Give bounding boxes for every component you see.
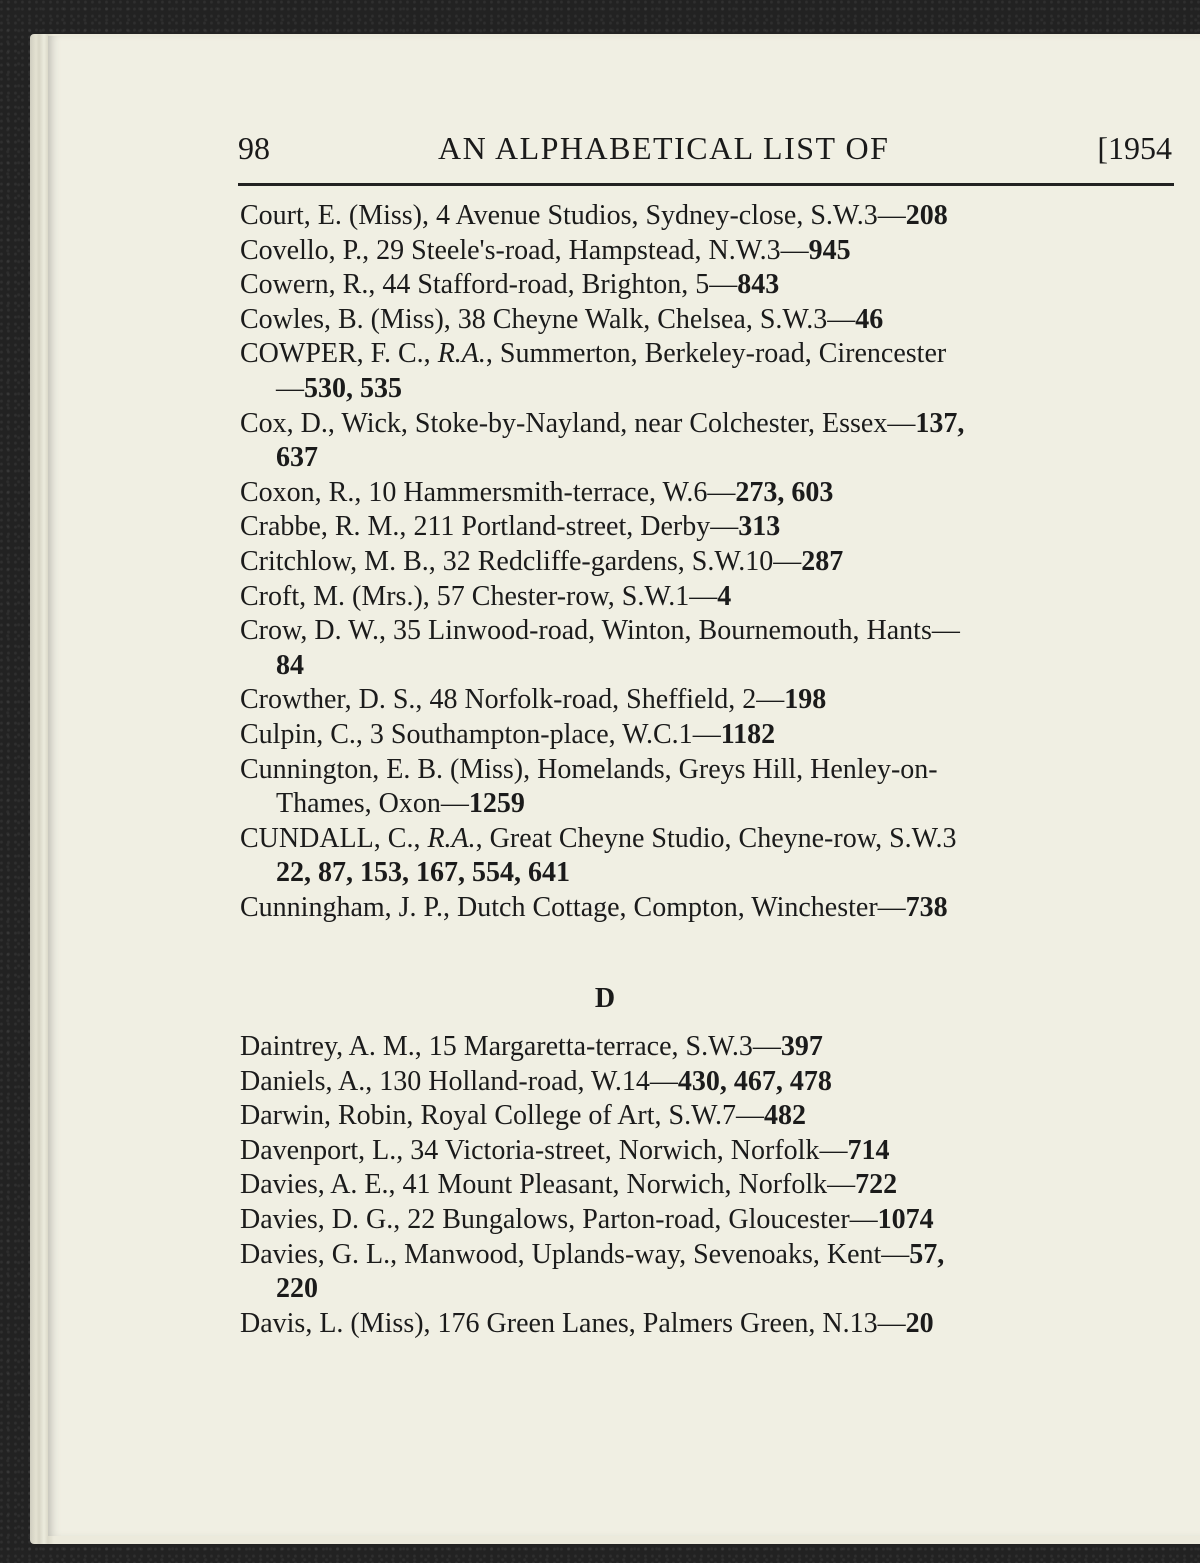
running-title: AN ALPHABETICAL LIST OF <box>438 130 890 166</box>
list-entry: Cowern, R., 44 Stafford-road, Brighton, 5—843 <box>240 269 780 301</box>
entry-address: 41 Mount Pleasant, Norwich, Norfolk <box>402 1169 828 1201</box>
entry-address: 44 Stafford-road, Brighton, 5 <box>382 269 710 301</box>
entry-refs: 397 <box>780 1031 823 1062</box>
list-entry: Davis, L. (Miss), 176 Green Lanes, Palmers Green, N.13—20 <box>240 1307 934 1339</box>
entry-address: Royal College of Art, S.W.7 <box>420 1100 736 1132</box>
entry-name: Davies, A. E., <box>240 1169 396 1201</box>
entry-address: 57 Chester-row, S.W.1 <box>436 580 690 612</box>
entry-name: Cowern, R., <box>240 269 376 301</box>
entry-refs: 945 <box>808 234 851 266</box>
entry-refs: 198 <box>784 684 827 716</box>
entry-honor: R.A. <box>437 338 486 370</box>
entry-refs: 57, <box>909 1238 945 1270</box>
entry-address: Manwood, Uplands-way, Sevenoaks, Kent <box>404 1238 882 1270</box>
entry-address: 38 Cheyne Walk, Chelsea, S.W.3 <box>457 303 828 335</box>
entry-refs: 313 <box>738 511 781 543</box>
entry-address: 48 Norfolk-road, Sheffield, 2 <box>429 684 757 716</box>
entry-refs: 482 <box>763 1100 806 1132</box>
list-entry: Davenport, L., 34 Victoria-street, Norwich, Norfolk—714 <box>240 1134 890 1166</box>
list-entry: Coxon, R., 10 Hammersmith-terrace, W.6—273, 603 <box>240 476 834 508</box>
entry-name: Covello, P., <box>240 234 370 266</box>
entry-address: 3 Southampton-place, W.C.1 <box>369 718 693 750</box>
entry-name: Court, E. (Miss), <box>240 200 429 231</box>
entry-refs: 46 <box>855 303 884 335</box>
entry-address: 35 Linwood-road, Winton, Bournemouth, Hants <box>392 615 932 647</box>
entry-name: Davies, D. G., <box>240 1203 401 1235</box>
entry-name: Davies, G. L., <box>240 1238 398 1270</box>
entry-refs: 430, 467, 478 <box>677 1065 832 1097</box>
entry-refs: 273, 603 <box>735 476 834 508</box>
entry-refs: 714 <box>847 1134 890 1166</box>
list-entry: Covello, P., 29 Steele's-road, Hampstead, N.W.3—945 <box>240 234 851 266</box>
entry-address: Great Cheyne Studio, Cheyne-row, S.W.3 <box>489 822 957 854</box>
list-entry: Critchlow, M. B., 32 Redcliffe-gardens, S.W.10—287 <box>240 545 844 577</box>
list-entry: Darwin, Robin, Royal College of Art, S.W.7—482 <box>240 1100 806 1132</box>
entry-refs: 738 <box>905 891 948 923</box>
entry-address-continued: Thames, Oxon <box>276 788 441 820</box>
entry-refs: 4 <box>717 580 732 612</box>
list-entry: Daintrey, A. M., 15 Margaretta-terrace, S.W.3—397 <box>240 1031 823 1062</box>
entry-name: Crow, D. W., <box>240 615 386 647</box>
entry-address: Dutch Cottage, Compton, Winchester <box>457 891 878 923</box>
entry-refs: 84 <box>276 649 304 681</box>
list-entry: Davies, G. L., Manwood, Uplands-way, Sevenoaks, Kent—57, 220 <box>240 1238 945 1305</box>
entry-refs: 287 <box>801 545 844 577</box>
list-entry: Culpin, C., 3 Southampton-place, W.C.1—1182 <box>240 718 776 750</box>
entry-refs: 1182 <box>720 718 776 750</box>
entry-name: Cunnington, E. B. (Miss), <box>240 753 531 785</box>
entry-address: 32 Redcliffe-gardens, S.W.10 <box>442 545 774 577</box>
entry-name: Croft, M. (Mrs.), <box>240 580 430 612</box>
entry-name: Daintrey, A. M., <box>240 1031 422 1062</box>
page-number: 98 <box>238 130 270 166</box>
entry-refs-continued: 637 <box>276 442 318 474</box>
entry-name: Crabbe, R. M., <box>240 511 407 543</box>
entry-name: COWPER, F. C., <box>240 338 431 370</box>
entry-address: 211 Portland-street, Derby <box>413 511 711 543</box>
list-entry: Davies, D. G., 22 Bungalows, Parton-road, Gloucester—1074 <box>240 1203 934 1235</box>
entry-name: CUNDALL, C., <box>240 822 421 854</box>
list-entry: COWPER, F. C., R.A., Summerton, Berkeley-road, Cirencester —530, 535 <box>240 338 947 404</box>
entries-d-list <box>240 1030 1185 1341</box>
entry-refs: 22, 87, 153, 167, 554, 641 <box>276 857 570 889</box>
entry-name: Critchlow, M. B., <box>240 545 436 577</box>
entry-refs: 208 <box>905 200 948 231</box>
entry-refs-continued: 220 <box>276 1273 318 1305</box>
header-rule <box>238 183 1174 186</box>
list-entry: CUNDALL, C., R.A., Great Cheyne Studio, Cheyne-row, S.W.3 22, 87, 153, 167, 554, 641 <box>240 822 957 889</box>
entry-name: Daniels, A., <box>240 1065 373 1097</box>
list-entry: Crowther, D. S., 48 Norfolk-road, Sheffield, 2—198 <box>240 684 827 716</box>
running-head <box>238 130 1178 174</box>
list-entry: Croft, M. (Mrs.), 57 Chester-row, S.W.1—4 <box>240 580 732 612</box>
entry-refs: 530, 535 <box>304 372 402 404</box>
entry-address: 4 Avenue Studios, Sydney-close, S.W.3 <box>436 200 878 231</box>
entry-name: Culpin, C., <box>240 718 363 750</box>
entry-name: Davis, L. (Miss), <box>240 1307 431 1339</box>
entry-refs: 843 <box>737 269 780 301</box>
entries-c-list <box>240 199 1185 925</box>
entry-refs: 137, <box>915 407 965 439</box>
entry-address: Summerton, Berkeley-road, Cirencester <box>499 338 947 370</box>
entry-name: Cunningham, J. P., <box>240 891 451 923</box>
entry-address: 130 Holland-road, W.14 <box>379 1065 650 1097</box>
list-entry: Daniels, A., 130 Holland-road, W.14—430, 467, 478 <box>240 1065 832 1097</box>
entry-address: 15 Margaretta-terrace, S.W.3 <box>428 1031 753 1062</box>
entry-name: Darwin, Robin, <box>240 1100 414 1132</box>
entry-name: Davenport, L., <box>240 1134 404 1166</box>
entry-name: Cox, D., <box>240 407 335 439</box>
list-entry: Court, E. (Miss), 4 Avenue Studios, Sydney-close, S.W.3—208 <box>240 200 948 231</box>
entry-address: Homelands, Greys Hill, Henley-on- <box>537 753 938 785</box>
entry-refs: 20 <box>905 1307 934 1339</box>
list-entry: Crow, D. W., 35 Linwood-road, Winton, Bournemouth, Hants— 84 <box>240 615 960 681</box>
entry-address: 29 Steele's-road, Hampstead, N.W.3 <box>376 234 781 266</box>
entry-address: Wick, Stoke-by-Nayland, near Colchester, Essex <box>341 407 888 439</box>
entry-address: 22 Bungalows, Parton-road, Gloucester <box>407 1203 850 1235</box>
entry-refs: 722 <box>855 1169 898 1201</box>
entry-address: 176 Green Lanes, Palmers Green, N.13 <box>437 1307 878 1339</box>
list-entry: Cowles, B. (Miss), 38 Cheyne Walk, Chelsea, S.W.3—46 <box>240 303 884 335</box>
entry-name: Crowther, D. S., <box>240 684 423 716</box>
list-entry: Cunningham, J. P., Dutch Cottage, Compton, Winchester—738 <box>240 891 948 923</box>
list-entry: Cox, D., Wick, Stoke-by-Nayland, near Colchester, Essex—137, 637 <box>240 407 965 474</box>
entry-refs: 1074 <box>877 1203 934 1235</box>
entry-address: 10 Hammersmith-terrace, W.6 <box>368 476 708 508</box>
entry-name: Cowles, B. (Miss), <box>240 303 451 335</box>
running-year: [1954 <box>1097 130 1172 166</box>
list-entry: Crabbe, R. M., 211 Portland-street, Derby—313 <box>240 511 781 543</box>
entry-honor: R.A. <box>427 822 476 854</box>
list-entry: Cunnington, E. B. (Miss), Homelands, Greys Hill, Henley-on- Thames, Oxon—1259 <box>240 753 938 820</box>
list-entry: Davies, A. E., 41 Mount Pleasant, Norwich, Norfolk—722 <box>240 1169 898 1201</box>
section-heading-d: D <box>594 983 616 1014</box>
entry-name: Coxon, R., <box>240 476 362 508</box>
entry-address: 34 Victoria-street, Norwich, Norfolk <box>410 1134 820 1166</box>
entry-refs: 1259 <box>468 788 525 820</box>
